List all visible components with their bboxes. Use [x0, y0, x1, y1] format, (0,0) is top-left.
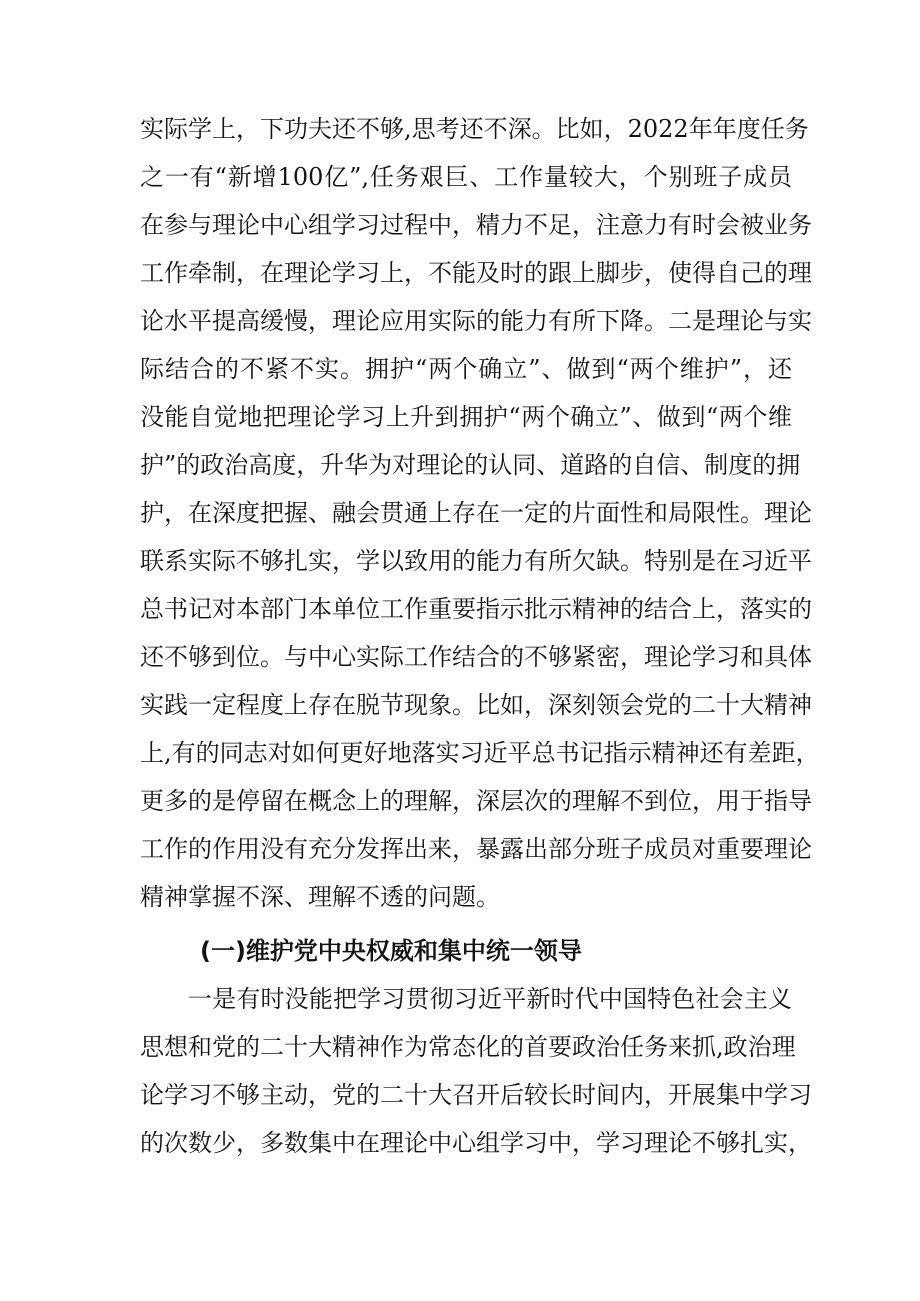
body-text-line: 联系实际不够扎实，学以致用的能力有所欠缺。特别是在习近平	[140, 547, 812, 575]
body-text-line: 实践一定程度上存在脱节现象。比如，深刻领会党的二十大精神	[140, 691, 812, 719]
body-text-line: 护，在深度把握、融会贯通上存在一定的片面性和局限性。理论	[140, 499, 812, 527]
body-text-line: 论水平提高缓慢，理论应用实际的能力有所下降。二是理论与实	[140, 307, 812, 335]
body-text-line: 总书记对本部门本单位工作重要指示批示精神的结合上，落实的	[140, 595, 812, 623]
body-text-line: 上,有的同志对如何更好地落实习近平总书记指示精神还有差距，	[140, 739, 820, 767]
body-text-line: 际结合的不紧不实。拥护“两个确立”、做到“两个维护”，还	[140, 355, 792, 383]
section-heading: (一)维护党中央权威和集中统一领导	[200, 937, 582, 965]
body-text-line: 思想和党的二十大精神作为常态化的首要政治任务来抓,政治理	[140, 1033, 796, 1061]
body-text-line: 论学习不够主动，党的二十大召开后较长时间内，开展集中学习	[140, 1081, 812, 1109]
body-text-line: 工作的作用没有充分发挥出来，暴露出部分班子成员对重要理论	[140, 835, 812, 863]
body-text-line: 没能自觉地把理论学习上升到拥护“两个确立”、做到“两个维	[140, 403, 792, 431]
body-text-line: 一是有时没能把学习贯彻习近平新时代中国特色社会主义	[188, 985, 792, 1013]
body-text-line: 护”的政治高度，升华为对理论的认同、道路的自信、制度的拥	[140, 451, 801, 479]
body-text-line: 还不够到位。与中心实际工作结合的不够紧密，理论学习和具体	[140, 643, 812, 671]
body-text-line: 工作牵制，在理论学习上，不能及时的跟上脚步，使得自己的理	[140, 259, 812, 287]
body-text-line: 实际学上，下功夫还不够,思考还不深。比如，2022年年度任务	[140, 115, 809, 143]
body-text-line: 精神掌握不深、理解不透的问题。	[140, 883, 500, 911]
body-text-line: 的次数少，多数集中在理论中心组学习中，学习理论不够扎实，	[140, 1129, 812, 1157]
body-text-line: 更多的是停留在概念上的理解，深层次的理解不到位，用于指导	[140, 787, 812, 815]
body-text-line: 之一有“新增100亿”,任务艰巨、工作量较大，个别班子成员	[140, 163, 792, 191]
body-text-line: 在参与理论中心组学习过程中，精力不足，注意力有时会被业务	[140, 211, 812, 239]
